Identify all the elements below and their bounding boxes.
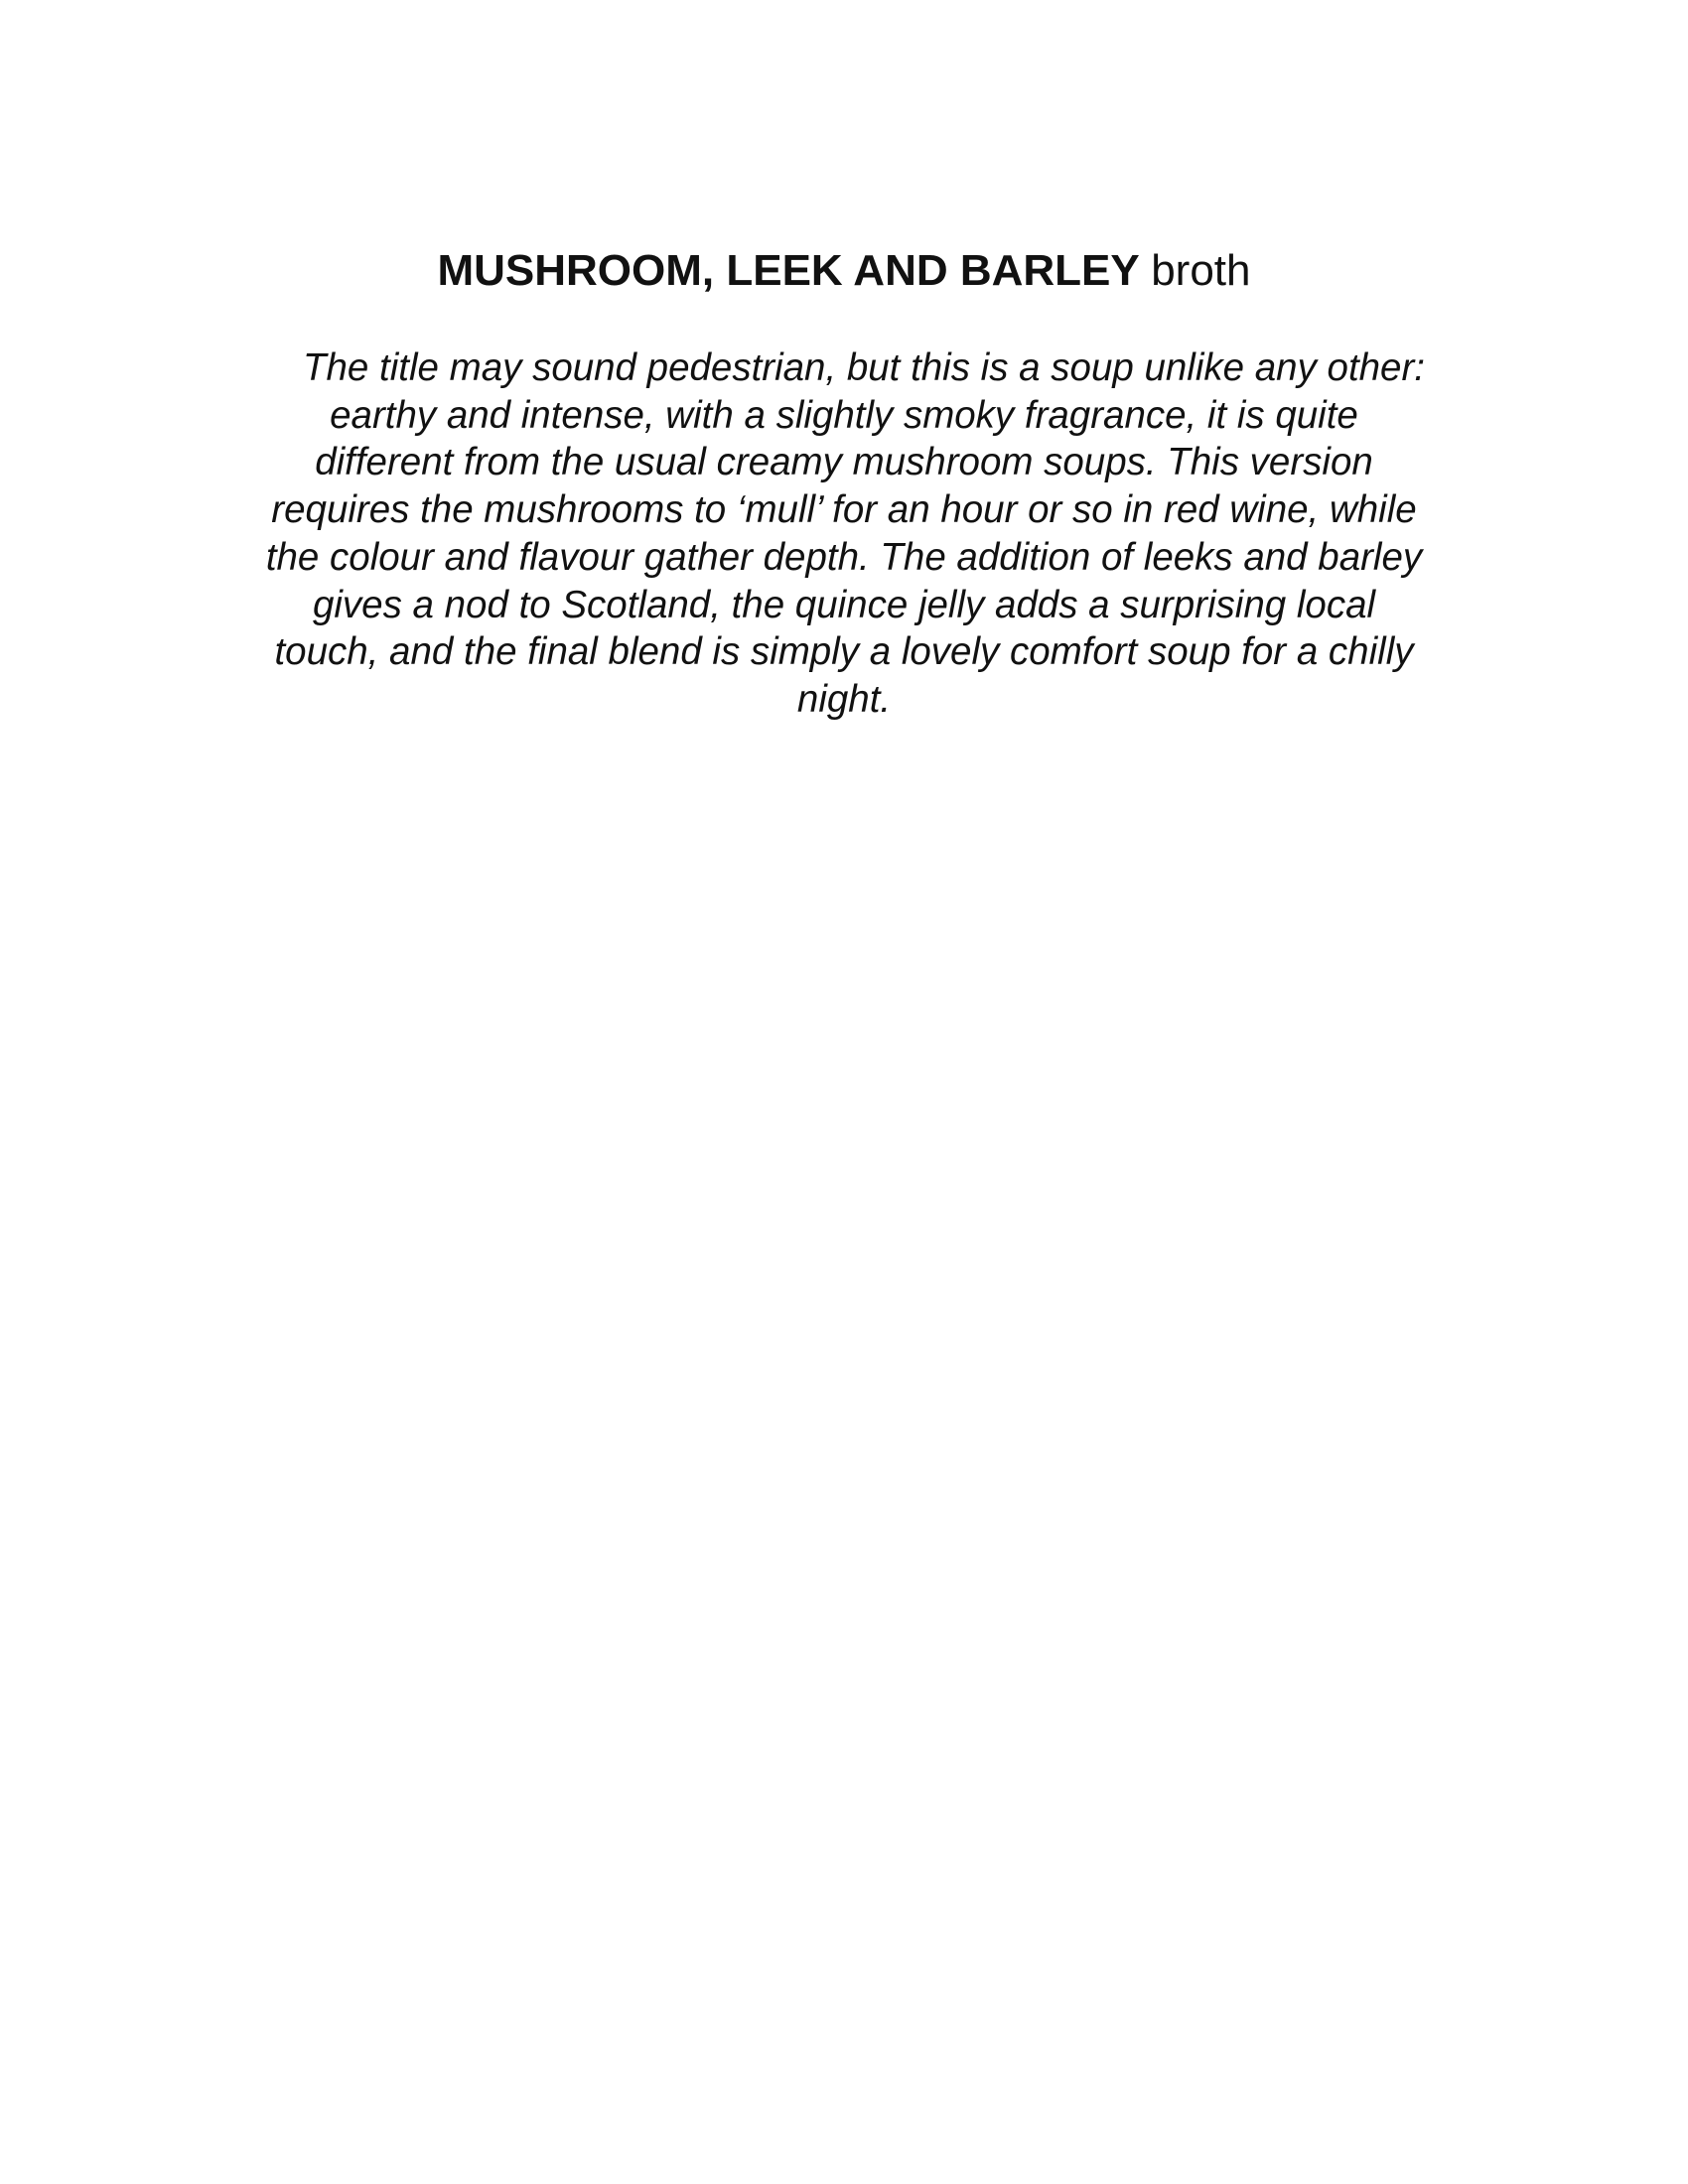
recipe-title-main: MUSHROOM, LEEK AND BARLEY [437,246,1139,295]
intro-line: night. [796,677,892,721]
intro-line: gives a nod to Scotland, the quince jelly adds a surprising local [312,583,1376,626]
recipe-title-suffix: broth [1151,246,1251,295]
recipe-title [0,243,1688,299]
intro-line: earthy and intense, with a slightly smoky fragrance, it is quite [330,393,1358,437]
intro-line: different from the usual creamy mushroom soups. This version [315,441,1373,484]
intro-line: The title may sound pedestrian, but this is a soup unlike any other: [303,346,1425,389]
recipe-introduction [199,344,1489,724]
intro-line: requires the mushrooms to ‘mull’ for an hour or so in red wine, while [271,488,1417,532]
intro-line: touch, and the final blend is simply a lovely comfort soup for a chilly [274,630,1414,674]
intro-line: the colour and flavour gather depth. The addition of leeks and barley [265,535,1423,579]
